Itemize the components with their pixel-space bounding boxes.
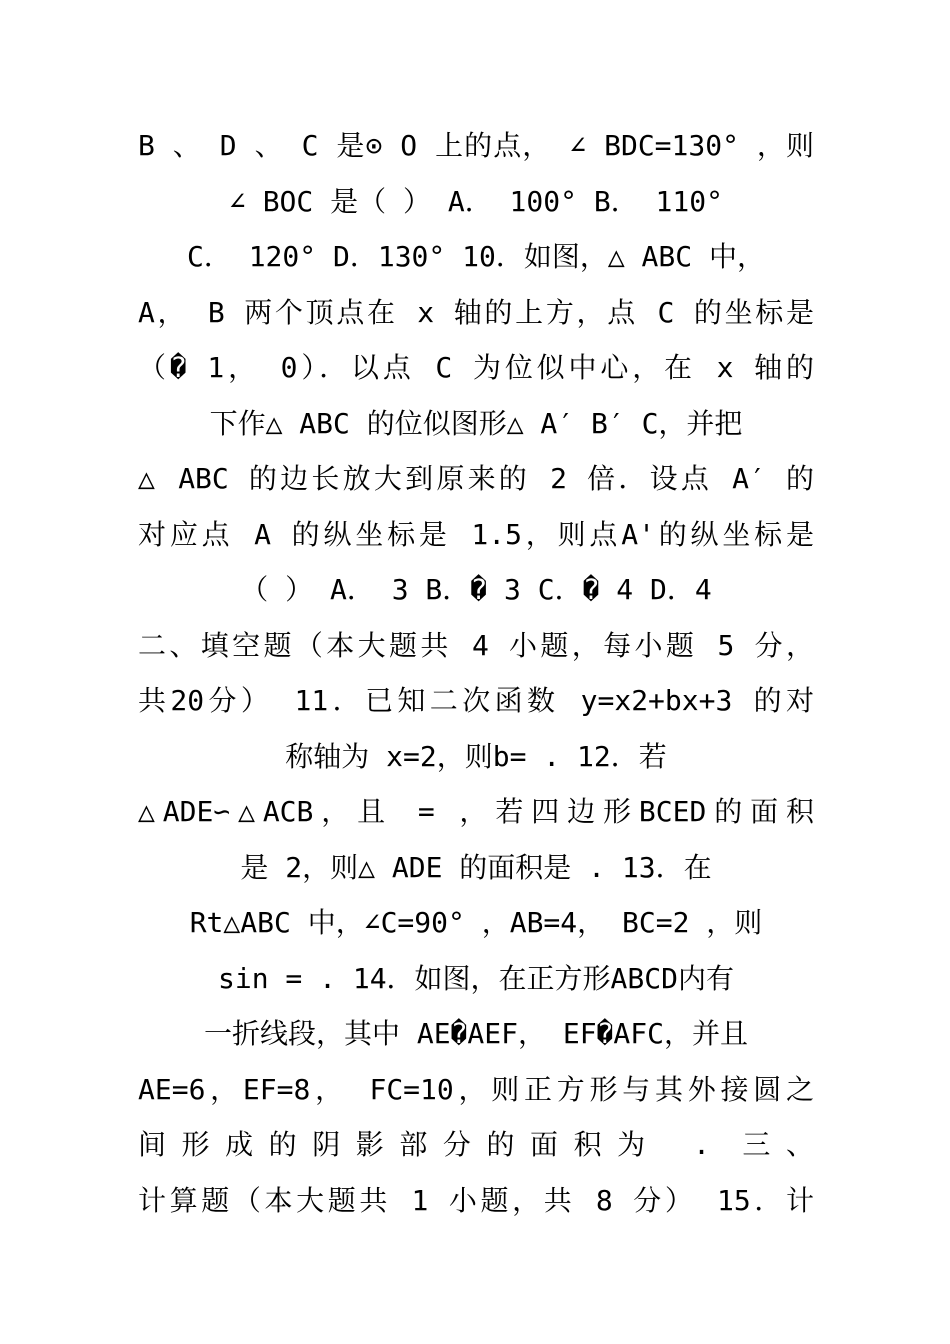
text-line-13: △ADE∽△ACB，且 = ，若四边形BCED的面积 [138,795,814,828]
text-line-1: B 、 D 、 C 是⊙ O 上的点， ∠ BDC=130° ，则 [138,129,814,162]
text-line-9: （ ） A． 3 B．� 3 C．� 4 D．4 [240,573,712,606]
text-line-14: 是 2，则△ ADE 的面积是 . 13．在 [240,850,712,884]
text-line-4: A， B 两个顶点在 x 轴的上方，点 C 的坐标是 [138,295,814,329]
text-line-11: 共20分） 11．已知二次函数 y=x2+bx+3 的对 [138,684,814,717]
text-line-16: sin = . 14．如图，在正方形ABCD内有 [217,961,734,995]
text-line-6: 下作△ ABC 的位似图形△ A′ B′ C，并把 [209,406,743,440]
text-line-18: AE=6，EF=8， FC=10，则正方形与其外接圆之 [138,1072,814,1106]
text-line-5: （� 1， 0）．以点 C 为位似中心，在 x 轴的 [138,351,814,384]
text-line-7: △ ABC 的边长放大到原来的 2 倍．设点 A′ 的 [138,462,814,495]
text-line-15: Rt△ABC 中，∠C=90° ，AB=4， BC=2 ，则 [189,906,763,939]
text-line-17: 一折线段，其中 AE�AEF， EF�AFC，并且 [203,1017,748,1050]
text-line-2: ∠ BOC 是（ ） A． 100° B． 110° [228,184,723,218]
document-text-body [138,118,814,1228]
text-line-3: C． 120° D．130° 10．如图，△ ABC 中， [186,240,765,273]
text-line-19: 间形成的阴影部分的面积为 . 三、 [138,1128,814,1161]
text-line-20: 计算题（本大题共 1 小题，共 8 分） 15．计 [138,1183,814,1217]
text-line-10: 二、填空题（本大题共 4 小题，每小题 5 分， [138,628,814,662]
text-line-12: 称轴为 x=2，则b= . 12．若 [285,739,667,773]
text-line-8: 对应点 A 的纵坐标是 1.5，则点A'的纵坐标是 [138,517,814,551]
